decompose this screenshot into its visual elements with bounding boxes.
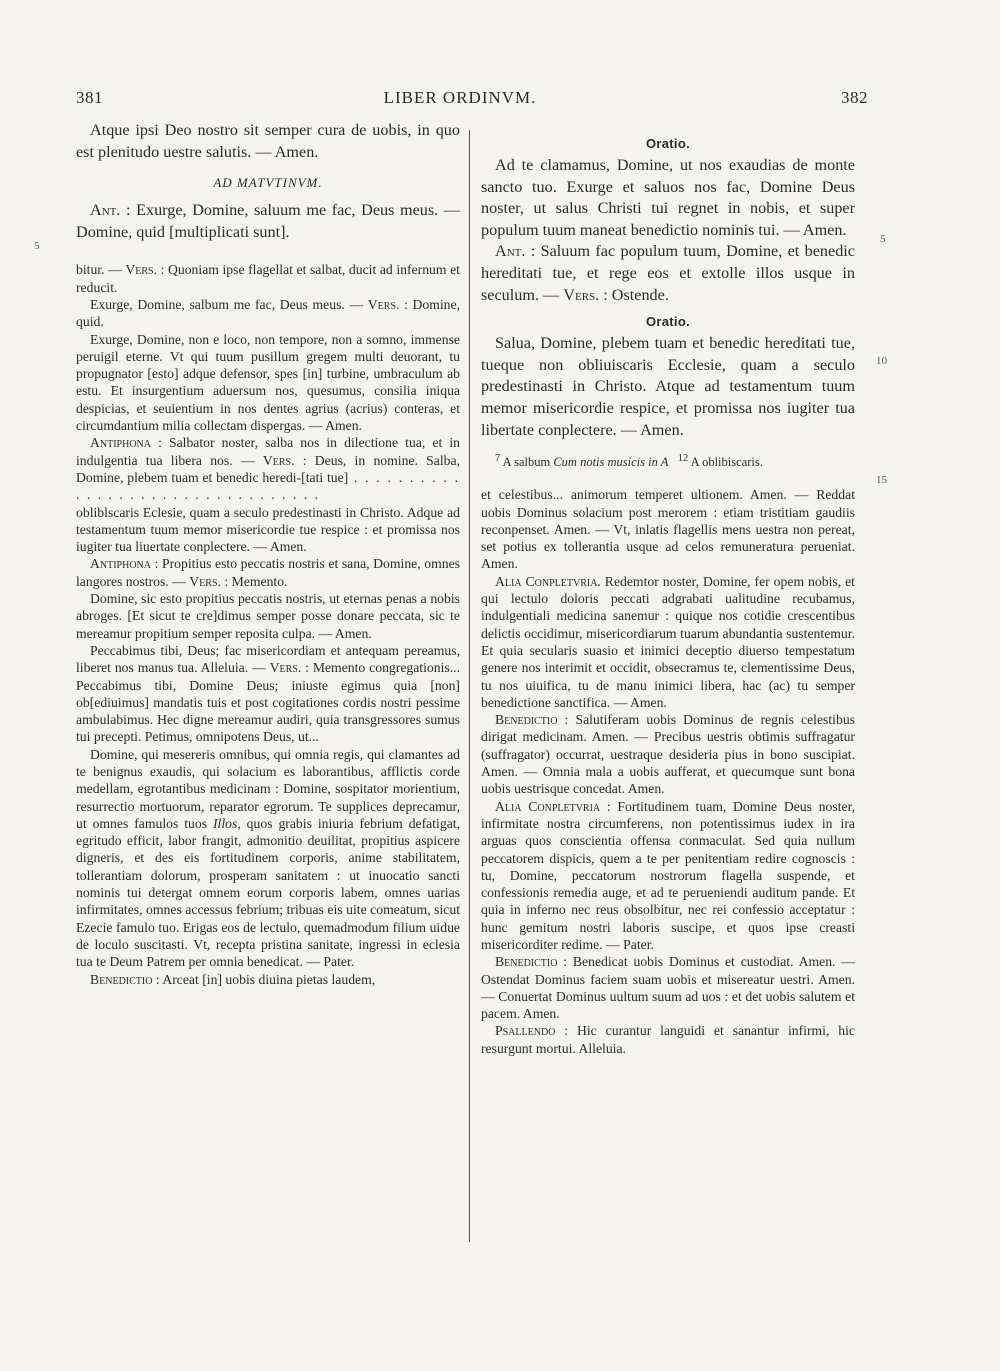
right-column <box>481 136 855 1057</box>
paragraph-closing: Atque ipsi Deo nostro sit semper cura de uobis, in quo est plenitudo uestre salutis. — Amen. <box>76 121 460 161</box>
line-number-left-5: 5 <box>34 240 40 252</box>
oratio-heading: Oratio. <box>646 136 690 151</box>
line-number-right-15: 15 <box>876 474 887 486</box>
paragraph: Domine, sic esto propitius peccatis nostris, ut eternas penas a nobis abroges. [Et sicut te cre]dimus semper posse donare peccata, sic te mereamur propitium semper reposita culpa. — Amen. <box>76 591 460 641</box>
paragraph: Antiphona : Propitius esto peccatis nostris et sana, Domine, omnes langores nostros. — Vers. : Memento. <box>76 556 460 589</box>
paragraph: Ad te clamamus, Domine, ut nos exaudias de monte sancto tuo. Exurge et saluos nos fac, Domine Deus noster, ut salus Christi tui regnet in nobis, et super populum tuum maneat benedictio nominis tui. — Amen. <box>481 156 855 239</box>
paragraph: Alia Conpletvria. Redemtor noster, Domine, fer opem nobis, et qui lectulo doloris peccati adgrabati ualitudine recubamus, indulgentiali medicina sanemur : quique nos cotidie crescentibus delictis occidimur, misericordiarum tuarum abundantia sustentemur. Et quia secularis suasio et inimici deceptio diuerso tempestatum genere nos interimit et occidit, obsecramus te, clementissime Deus, tu nos uiuifica, tu de manu inimici libera, hac (ac) tu semper benedictione sanctifica. — Amen. <box>481 573 855 710</box>
running-title: LIBER ORDINVM. <box>383 88 537 107</box>
line-number-right-5: 5 <box>880 233 886 245</box>
antiphon-paragraph <box>76 200 460 243</box>
paragraph: Benedictio : Salutiferam uobis Dominus de regnis celestibus dirigat medicinam. Amen. — Precibus uestris obtimis suffragatur (suffragator) occurrat, uestraque desideria pius in bono suscipiat. Amen. — Omnia mala a uobis aufferat, et quecumque sunt bona uobis uestrisque concedat. Amen. <box>481 712 855 797</box>
section-heading-matutinum: AD MATVTINVM. <box>213 175 323 191</box>
paragraph: bitur. — Vers. : Quoniam ipse flagellat et salbat, ducit ad infernum et reducit. <box>76 262 460 295</box>
paragraph: Alia Conpletvria : Fortitudinem tuam, Domine Deus noster, infirmitate nostra circumferens, non potentissimus iudex in ira arguas quos conscientia offensa conmaculat. Sed quia nullum peccatorem dispicis, quem a te per penitentiam redire cognoscis : tu, Domine, peccatorum nostrorum flagella suspende, et confessionis remedia auge, et ad te perueniendi auditum pande. Et quia in inferno nec reus obsolbitur, nec rei confessio acceptatur : hunc gemitum nostri laboris suscipe, et quos ipse creasti misericorditer redime. — Pater. <box>481 798 855 952</box>
page-number-left: 381 <box>76 88 103 107</box>
paragraph: Antiphona : Salbator noster, salba nos in dilectione tua, et in indulgentia tua libera nos. — Vers. : Deus, in nomine. Salba, Domine, plebem tuam et benedic heredi-[tati tue] . . . . . . . . . . . . . . . . . . . . . . . . . . . . . . . . . <box>76 435 461 503</box>
paragraph: Domine, qui mesereris omnibus, qui omnia regis, qui clamantes ad te benignus exaudis, qui solacium es laborantibus, afflictis corde medellam, egrotantibus medicinam : Domine, sospitator morientium, resurrectio mortuorum, reparator egrorum. Te supplices deprecamur, ut omnes famulos tuos Illos, quos grabis iniuria febrium defatigat, egritudo efficit, labor frangit, admonitio deuilitat, propitius aspicere digneris, et des eis fortitudinem corporis, anime stabilitatem, tollerantiam dolorum, prosperam sanitatem : ut inuocatio sancti nominis tui detergat omnem eorum corporis labem, omnes uarias infirmitates, omnes accessus febrium; tribuas eis uite comeatum, sicut Ezecie famulo tuo. Erigas eos de lectulo, quemadmodum filium uidue de loculo suscitasti. Vt, recepta pristina sanitate, ingressi in eclesia tua te Deum Patrem per omnia benedicat. — Pater. <box>76 746 461 970</box>
paragraph: Ant. : Saluum fac populum tuum, Domine, et benedic hereditati tue, et rege eos et extolle illos usque in seculum. — Vers. : Ostende. <box>481 242 855 304</box>
left-column <box>76 120 460 988</box>
page-number-right: 382 <box>841 88 868 107</box>
paragraph: et celestibus... animorum temperet ultionem. Amen. — Reddat uobis Dominus solacium post merorem : etiam tristitiam gaudiis reconpenset. Amen. — Vt, inlatis flagellis mens uestra non pereat, set potius ex tollerantia usque ad celos remuneratura perueniat. Amen. <box>481 487 855 572</box>
paragraph: Benedictio : Benedicat uobis Dominus et custodiat. Amen. — Ostendat Dominus faciem suam uobis et misereatur uestri. Amen. — Conuertat Dominus uultum suum ad uos : et det uobis salutem et pacem. Amen. <box>481 954 855 1022</box>
oratio-heading: Oratio. <box>646 314 690 330</box>
ant-text: : Exurge, Domine, saluum me fac, Deus meus. — Domine, quid [multiplicati sunt]. <box>76 201 460 241</box>
paragraph: Peccabimus tibi, Deus; fac misericordiam et antequam pereamus, liberet nos manus tua. Alleluia. — Vers. : Memento congregationis... Peccabimus tibi, Domine Deus; iniuste egimus quia [non] ob[ediuimus] mandatis tuis et post cogitationes cordis nostri pessime ambulabimus. Hec digne mereamur audiri, quia transgressores sumus tui precepti. Petimus, omnipotens Deus, ut... <box>76 642 460 745</box>
paragraph: Psallendo : Hic curantur languidi et sanantur infirmi, hic resurgunt mortui. Alleluia. <box>481 1023 855 1056</box>
paragraph: Benedictio : Arceat [in] uobis diuina pietas laudem, <box>90 971 376 987</box>
column-divider <box>469 130 470 1242</box>
ant-label: Ant. <box>90 201 121 220</box>
paragraph: Exurge, Domine, salbum me fac, Deus meus. — Vers. : Domine, quid. <box>76 296 460 330</box>
paragraph: Exurge, Domine, non e loco, non tempore, non a somno, immense peruigil eterne. Vt qui tuum pusillum gregem multi deuorant, tu propugnator [esto] adque defensor, spes [in] turbine, umbraculum ab estu. Et insurgentium aduersum nos, quesumus, consilia iniqua despicias, et seuientium in nos dentes agrius (acrius) conteras, et circumdantium milia collectam dispergas. — Amen. <box>76 331 460 434</box>
line-number-right-10: 10 <box>876 355 887 367</box>
paragraph: obliblscaris Eclesie, quam a seculo predestinasti in Christo. Adque ad testamentum tuum memor misericordie tue respice : et promissa nos iugiter tua liuertate conplectere. — Amen. <box>76 504 460 555</box>
paragraph: Salua, Domine, plebem tuam et benedic hereditati tue, tueque non obliuiscaris Ecclesie, quam a seculo predestinasti in Christo. Atque ad testamentum tuum memor misericordie respice, et promissa nos iugiter tua libertate conplectere. — Amen. <box>481 334 855 439</box>
footnotes: $^7$ A salbum Cum notis musicis in A $^{12}$ A oblibiscaris. <box>495 453 763 470</box>
